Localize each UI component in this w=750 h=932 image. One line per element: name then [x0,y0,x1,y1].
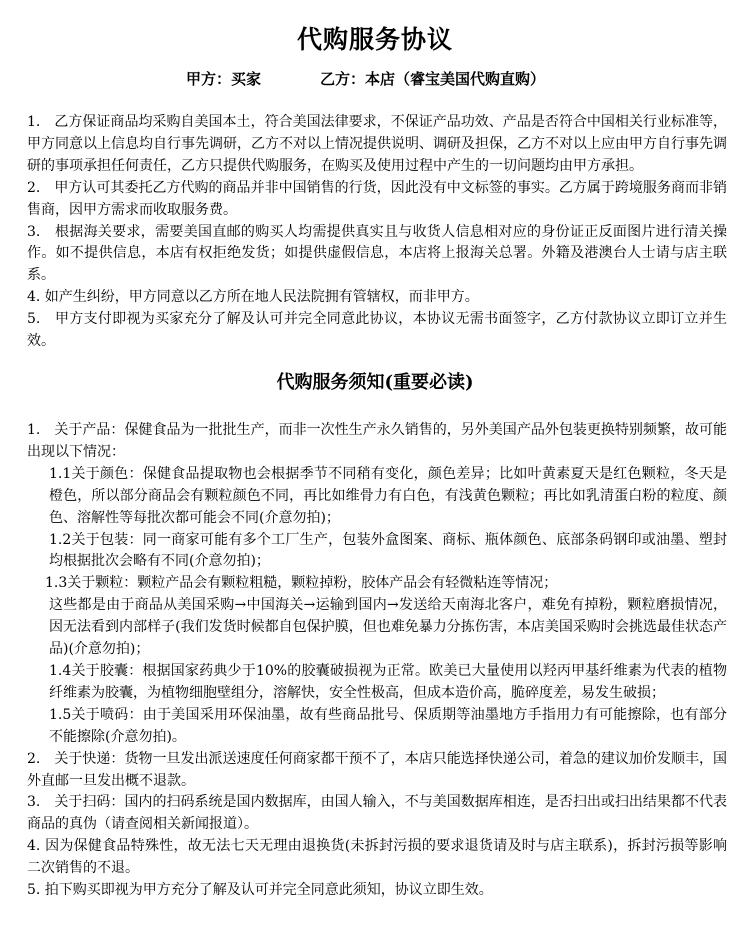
notice-item-3: 3. 关于扫码：国内的扫码系统是国内数据库，由国人输入，不与美国数据库相连，是否扫出或扫出结果都不代表商品的真伪（请查阅相关新闻报道）。 [27,794,727,833]
notice-item-1-1: 1.1关于颜色：保健食品提取物也会根据季节不同稍有变化，颜色差异；比如叶黄素夏天是红色颗粒，冬天是橙色，所以部分商品会有颗粒颜色不同，再比如维骨力有白色，有浅黄色颗粒；再比如乳清蛋白粉的粒度、颜色、溶解性等每批次都可能会不同(介意勿拍)； [49,465,727,526]
agreement-clause-5: 5. 甲方支付即视为买家充分了解及认可并完全同意此协议，本协议无需书面签字，乙方付款协议立即订立并生效。 [27,311,727,350]
party-b: 乙方：本店（睿宝美国代购直购） [320,70,546,88]
agreement-clause-1: 1. 乙方保证商品均采购自美国本土，符合美国法律要求，不保证产品功效、产品是否符合中国相关行业标准等，甲方同意以上信息均自行事先调研，乙方不对以上情况提供说明、调研及担保，乙方不对以上应由甲方自行事先调研的事项承担任何责任，乙方只提供代购服务，在购买及使用过程中产生的一切问题均由甲方承担。 [27,114,727,174]
notice-paragraphs [27,420,727,902]
notice-item-2: 2. 关于快递：货物一旦发出派送速度任何商家都干预不了，本店只能选择快递公司，着急的建议加价发顺丰，国外直邮一旦发出概不退款。 [27,750,727,789]
party-a: 甲方：买家 [186,70,262,88]
notice-item-4: 4. 因为保健食品特殊性，故无法七天无理由退换货(未拆封污损的要求退货请及时与店主联系)，拆封污损等影响二次销售的不退。 [27,838,727,877]
notice-item-1-5: 1.5关于喷码：由于美国采用环保油墨，故有些商品批号、保质期等油墨地方手指用力有可能擦除，也有部分不能擦除(介意勿拍)。 [49,706,727,745]
agreement-clause-4: 4. 如产生纠纷，甲方同意以乙方所在地人民法院拥有管辖权，而非甲方。 [27,289,479,306]
notice-item-shipping-note: 这些都是由于商品从美国采购→中国海关→运输到国内→发送给天南海北客户，难免有掉粉，颗粒磨损情况，因无法看到内部样子(我们发货时候都自包保护膜，但也难免暴力分拣伤害，本店美国采购时会挑选最佳状态产品)(介意勿拍)； [49,597,727,658]
notice-item-1-3: 1.3关于颗粒：颗粒产品会有颗粒粗糙，颗粒掉粉，胶体产品会有轻微粘连等情况； [45,575,558,592]
notice-item-1-2: 1.2关于包装：同一商家可能有多个工厂生产，包装外盒图案、商标、瓶体颜色、底部条码钢印或油墨、塑封均根据批次会略有不同(介意勿拍)； [49,531,727,570]
agreement-clause-3: 3. 根据海关要求，需要美国直邮的购买人均需提供真实且与收货人信息相对应的身份证正反面图片进行清关操作。如不提供信息，本店有权拒绝发货；如提供虚假信息，本店将上报海关总署。外籍及港澳台人士请与店主联系。 [27,223,727,284]
notice-item-5: 5. 拍下购买即视为甲方充分了解及认可并完全同意此须知，协议立即生效。 [27,882,493,899]
notice-item-1-4: 1.4关于胶囊：根据国家药典少于10%的胶囊破损视为正常。欧美已大量使用以羟丙甲基纤维素为代表的植物纤维素为胶囊，为植物细胞壁组分，溶解快，安全性极高，但成本造价高，脆碎度差，易发生破损； [49,662,727,701]
notice-item-1: 1. 关于产品：保健食品为一批批生产，而非一次性生产永久销售的，另外美国产品外包装更换特别频繁，故可能出现以下情况： [27,422,727,460]
notice-title: 代购服务须知(重要必读) [276,372,474,393]
agreement-clauses [27,112,727,353]
document-title: 代购服务协议 [296,25,453,54]
agreement-clause-2: 2. 甲方认可其委托乙方代购的商品并非中国销售的行货，因此没有中文标签的事实。乙方属于跨境服务商而非销售商，因甲方需求而收取服务费。 [27,179,727,218]
